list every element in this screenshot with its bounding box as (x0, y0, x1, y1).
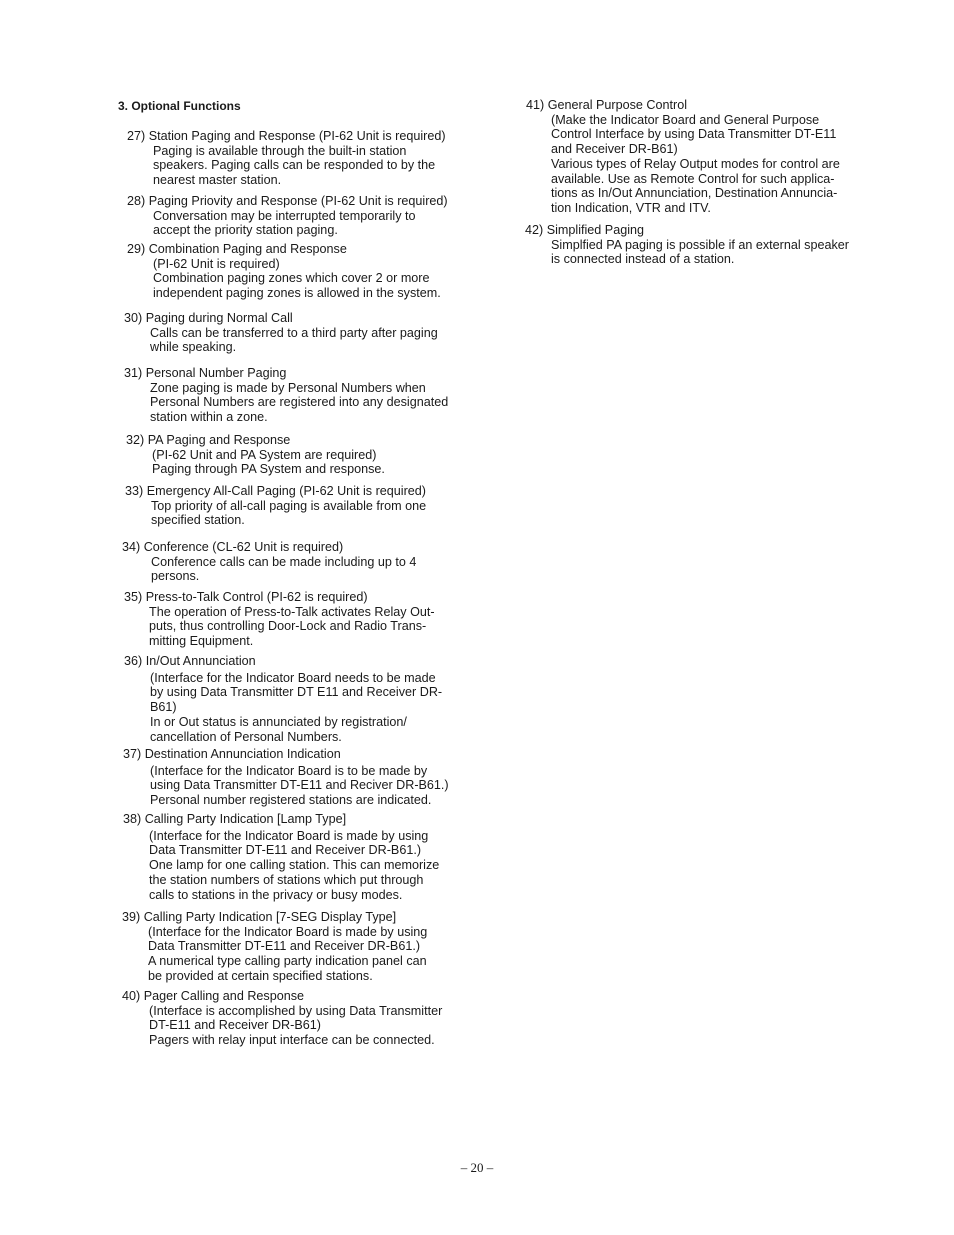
function-item-body (152, 448, 468, 477)
function-item-number: 29) (127, 242, 149, 256)
function-item-body (151, 499, 468, 528)
function-item (127, 129, 468, 188)
function-item (125, 484, 468, 528)
function-item-heading: In/Out Annunciation (145, 654, 256, 668)
function-item-line: persons. (151, 569, 200, 584)
function-item-heading: Simplified Paging (546, 223, 645, 237)
function-item-heading: General Purpose Control (547, 98, 688, 112)
function-item-line: puts, thus controlling Door-Lock and Radio Trans- (149, 619, 427, 634)
function-item-line: Conference calls can be made including up to 4 (151, 554, 417, 569)
function-item-line: Top priority of all-call paging is available from one (151, 498, 427, 513)
function-item-body (551, 113, 868, 216)
function-item (124, 654, 468, 744)
function-item-line: Calls can be transferred to a third party after paging (150, 325, 438, 340)
function-item-line: while speaking. (150, 340, 237, 355)
function-item-body (149, 605, 468, 649)
function-item-heading: Paging during Normal Call (145, 311, 293, 325)
function-item-line: Simplfied PA paging is possible if an external speaker (551, 237, 849, 252)
function-item-number: 28) (127, 194, 149, 208)
function-item-line: A numerical type calling party indication panel can (148, 954, 427, 969)
function-item-title (125, 484, 468, 499)
function-item-line: tion Indication, VTR and ITV. (551, 200, 711, 215)
page-number: – 20 – (460, 1160, 494, 1175)
function-item-line: Combination paging zones which cover 2 or more (153, 271, 430, 286)
function-item-body (148, 925, 466, 984)
function-item-title (122, 910, 466, 925)
function-item-line: (Interface for the Indicator Board is made by using (149, 828, 429, 843)
function-item-title (126, 433, 468, 448)
function-item (124, 311, 468, 355)
function-item-heading: Press-to-Talk Control (PI-62 is required) (145, 590, 368, 604)
function-item-line: mitting Equipment. (149, 634, 254, 649)
function-item-title (124, 590, 468, 605)
function-item-line: cancellation of Personal Numbers. (150, 729, 342, 744)
function-item (127, 194, 468, 238)
function-item-title (124, 311, 468, 326)
function-item-number: 38) (123, 812, 145, 826)
function-item-line: Pagers with relay input interface can be connected. (149, 1033, 435, 1048)
function-item-title (127, 242, 468, 257)
function-item (123, 747, 466, 808)
function-item-line: (Make the Indicator Board and General Purpose (551, 112, 820, 127)
function-item (122, 989, 466, 1048)
function-item-heading: PA Paging and Response (147, 433, 291, 447)
function-item-title (124, 654, 468, 669)
function-item (124, 590, 468, 649)
function-item-line: Zone paging is made by Personal Numbers when (150, 380, 426, 395)
function-item-line: (Interface for the Indicator Board is made by using (148, 924, 428, 939)
function-item-line: One lamp for one calling station. This can memorize (149, 858, 440, 873)
function-item-title (123, 747, 466, 762)
function-item-line: specified station. (151, 513, 245, 528)
function-item-line: (Interface for the Indicator Board needs to be made (150, 670, 436, 685)
function-item-number: 42) (525, 223, 547, 237)
function-item-title (127, 194, 468, 209)
section-heading: 3. Optional Functions (118, 99, 241, 113)
function-item-title (124, 366, 468, 381)
function-item-body (551, 238, 870, 267)
function-item-line: B61) (150, 700, 177, 715)
function-item-number: 35) (124, 590, 146, 604)
function-item-heading: Calling Party Indication [Lamp Type] (144, 812, 347, 826)
function-item-line: The operation of Press-to-Talk activates Relay Out- (149, 604, 435, 619)
function-item-line: accept the priority station paging. (153, 223, 338, 238)
function-item-line: (Interface is accomplished by using Data Transmitter (149, 1003, 443, 1018)
function-item-number: 37) (123, 747, 145, 761)
function-item-line: nearest master station. (153, 173, 282, 188)
function-item-number: 36) (124, 654, 146, 668)
function-item-body (149, 1004, 466, 1048)
function-item-heading: Personal Number Paging (145, 366, 287, 380)
function-item-line: calls to stations in the privacy or busy modes. (149, 887, 403, 902)
function-item-line: tions as In/Out Annunciation, Destination Annuncia- (551, 186, 838, 201)
function-item-line: (PI-62 Unit and PA System are required) (152, 447, 377, 462)
function-item (525, 223, 870, 267)
function-item (526, 98, 868, 216)
function-item-number: 32) (126, 433, 148, 447)
function-item (124, 366, 468, 425)
function-item-line: available. Use as Remote Control for such applica- (551, 171, 835, 186)
function-item-line: (Interface for the Indicator Board is to be made by (150, 763, 428, 778)
function-item-title (525, 223, 870, 238)
function-item (122, 910, 466, 984)
function-item-heading: Emergency All-Call Paging (PI-62 Unit is required) (146, 484, 426, 498)
function-item (122, 540, 468, 584)
function-item-title (122, 989, 466, 1004)
function-item-line: using Data Transmitter DT-E11 and Reciver DR-B61.) (150, 778, 449, 793)
function-item-line: is connected instead of a station. (551, 252, 735, 267)
function-item (123, 812, 466, 902)
function-item-body (150, 381, 468, 425)
function-item-body (150, 326, 468, 355)
function-item-heading: Combination Paging and Response (148, 242, 347, 256)
function-item-number: 30) (124, 311, 146, 325)
function-item-line: Conversation may be interrupted temporarily to (153, 208, 416, 223)
function-item-heading: Pager Calling and Response (143, 989, 305, 1003)
function-item-line: the station numbers of stations which put through (149, 872, 424, 887)
function-item-line: DT-E11 and Receiver DR-B61) (149, 1018, 321, 1033)
function-item-number: 39) (122, 910, 144, 924)
function-item-heading: Calling Party Indication [7-SEG Display Type] (143, 910, 397, 924)
function-item-body (153, 144, 468, 188)
function-item-body (150, 671, 468, 745)
function-item-line: station within a zone. (150, 410, 268, 425)
function-item-number: 31) (124, 366, 146, 380)
function-item-title (123, 812, 466, 827)
function-item-line: speakers. Paging calls can be responded to by the (153, 158, 436, 173)
function-item-number: 27) (127, 129, 149, 143)
function-item-line: In or Out status is annunciated by registration/ (150, 714, 407, 729)
function-item-line: Personal number registered stations are indicated. (150, 793, 432, 808)
function-item-line: Various types of Relay Output modes for control are (551, 156, 840, 171)
function-item-line: Personal Numbers are registered into any designated (150, 395, 449, 410)
function-item-line: Data Transmitter DT-E11 and Receiver DR-B61.) (148, 939, 421, 954)
function-item-heading: Destination Annunciation Indication (144, 747, 341, 761)
function-item-title (526, 98, 868, 113)
function-item (127, 242, 468, 301)
function-item-heading: Conference (CL-62 Unit is required) (143, 540, 344, 554)
function-item-body (150, 764, 466, 808)
function-item-line: independent paging zones is allowed in the system. (153, 286, 441, 301)
function-item-line: Data Transmitter DT-E11 and Receiver DR-B61.) (149, 843, 422, 858)
function-item-line: be provided at certain specified stations. (148, 968, 373, 983)
function-item-line: Control Interface by using Data Transmitter DT-E11 (551, 127, 837, 142)
function-item-line: by using Data Transmitter DT E11 and Receiver DR- (150, 685, 443, 700)
function-item-number: 34) (122, 540, 144, 554)
function-item-body (153, 209, 468, 238)
function-item-body (151, 555, 468, 584)
function-item-line: and Receiver DR-B61) (551, 142, 678, 157)
function-item-title (127, 129, 468, 144)
function-item-heading: Station Paging and Response (PI-62 Unit is required) (148, 129, 446, 143)
function-item (126, 433, 468, 477)
function-item-line: Paging is available through the built-in station (153, 143, 407, 158)
function-item-number: 40) (122, 989, 144, 1003)
function-item-number: 41) (526, 98, 548, 112)
function-item-number: 33) (125, 484, 147, 498)
function-item-heading: Paging Priovity and Response (PI-62 Unit is required) (148, 194, 448, 208)
function-item-body (149, 829, 466, 903)
function-item-line: Paging through PA System and response. (152, 462, 385, 477)
function-item-title (122, 540, 468, 555)
function-item-body (153, 257, 468, 301)
function-item-line: (PI-62 Unit is required) (153, 256, 280, 271)
